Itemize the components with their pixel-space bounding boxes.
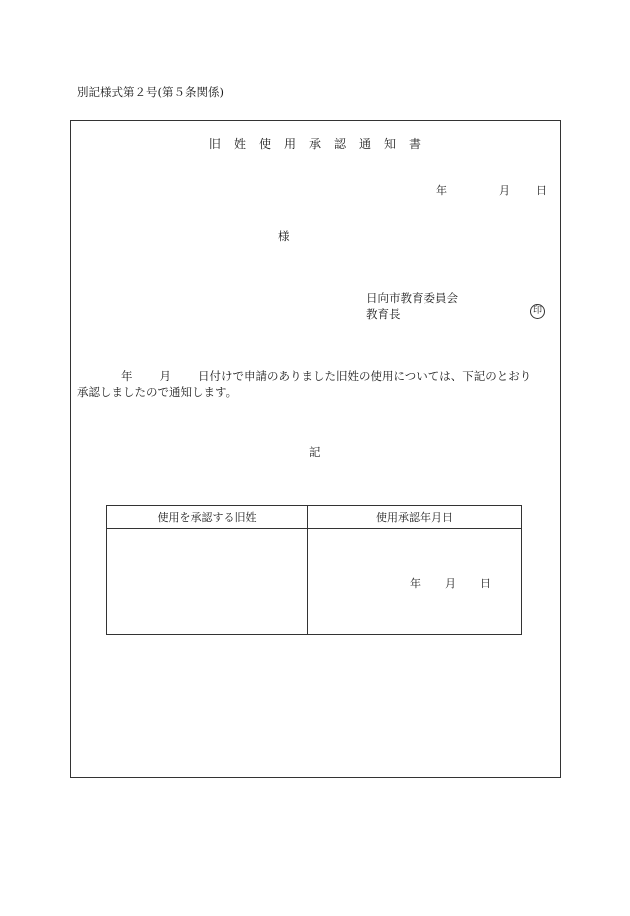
cell-date-year: 年 — [410, 577, 421, 590]
cell-date-text — [410, 575, 491, 591]
date-month: 月 — [499, 184, 510, 197]
body-month: 月 — [159, 369, 171, 383]
document-title — [0, 135, 630, 152]
title-char: 姓 — [233, 137, 246, 151]
body-line1-rest: 日付けで申請のありました旧姓の使用については、下記のとおり — [198, 369, 532, 383]
issuer-title: 教育長 — [366, 307, 401, 321]
title-char: 使 — [258, 137, 271, 151]
approval-table — [106, 505, 522, 635]
cell-approval-date — [308, 529, 522, 635]
title-char: 知 — [384, 137, 397, 151]
body-text-line1 — [77, 368, 531, 384]
title-char: 書 — [409, 137, 422, 151]
ki-heading: 記 — [309, 445, 321, 459]
title-char: 通 — [359, 137, 372, 151]
cell-date-day: 日 — [480, 577, 491, 590]
date-day: 日 — [536, 184, 547, 197]
cell-old-surname — [107, 529, 308, 635]
title-char: 承 — [308, 137, 321, 151]
title-char: 認 — [334, 137, 347, 151]
body-year: 年 — [121, 369, 133, 383]
date-year: 年 — [436, 184, 447, 197]
form-label: 別記様式第２号(第５条関係) — [77, 85, 224, 99]
title-char: 旧 — [208, 137, 221, 151]
seal-mark: 印 — [530, 304, 545, 319]
body-text-line2: 承認しましたので通知します。 — [77, 385, 238, 399]
table-header-row — [107, 506, 522, 529]
table-row — [107, 529, 522, 635]
header-approval-date: 使用承認年月日 — [308, 506, 522, 529]
recipient-honorific: 様 — [278, 229, 290, 243]
cell-date-month: 月 — [445, 577, 456, 590]
title-char: 用 — [283, 137, 296, 151]
header-old-surname: 使用を承認する旧姓 — [107, 506, 308, 529]
issue-date — [436, 182, 547, 198]
issuer-organization: 日向市教育委員会 — [366, 291, 458, 305]
